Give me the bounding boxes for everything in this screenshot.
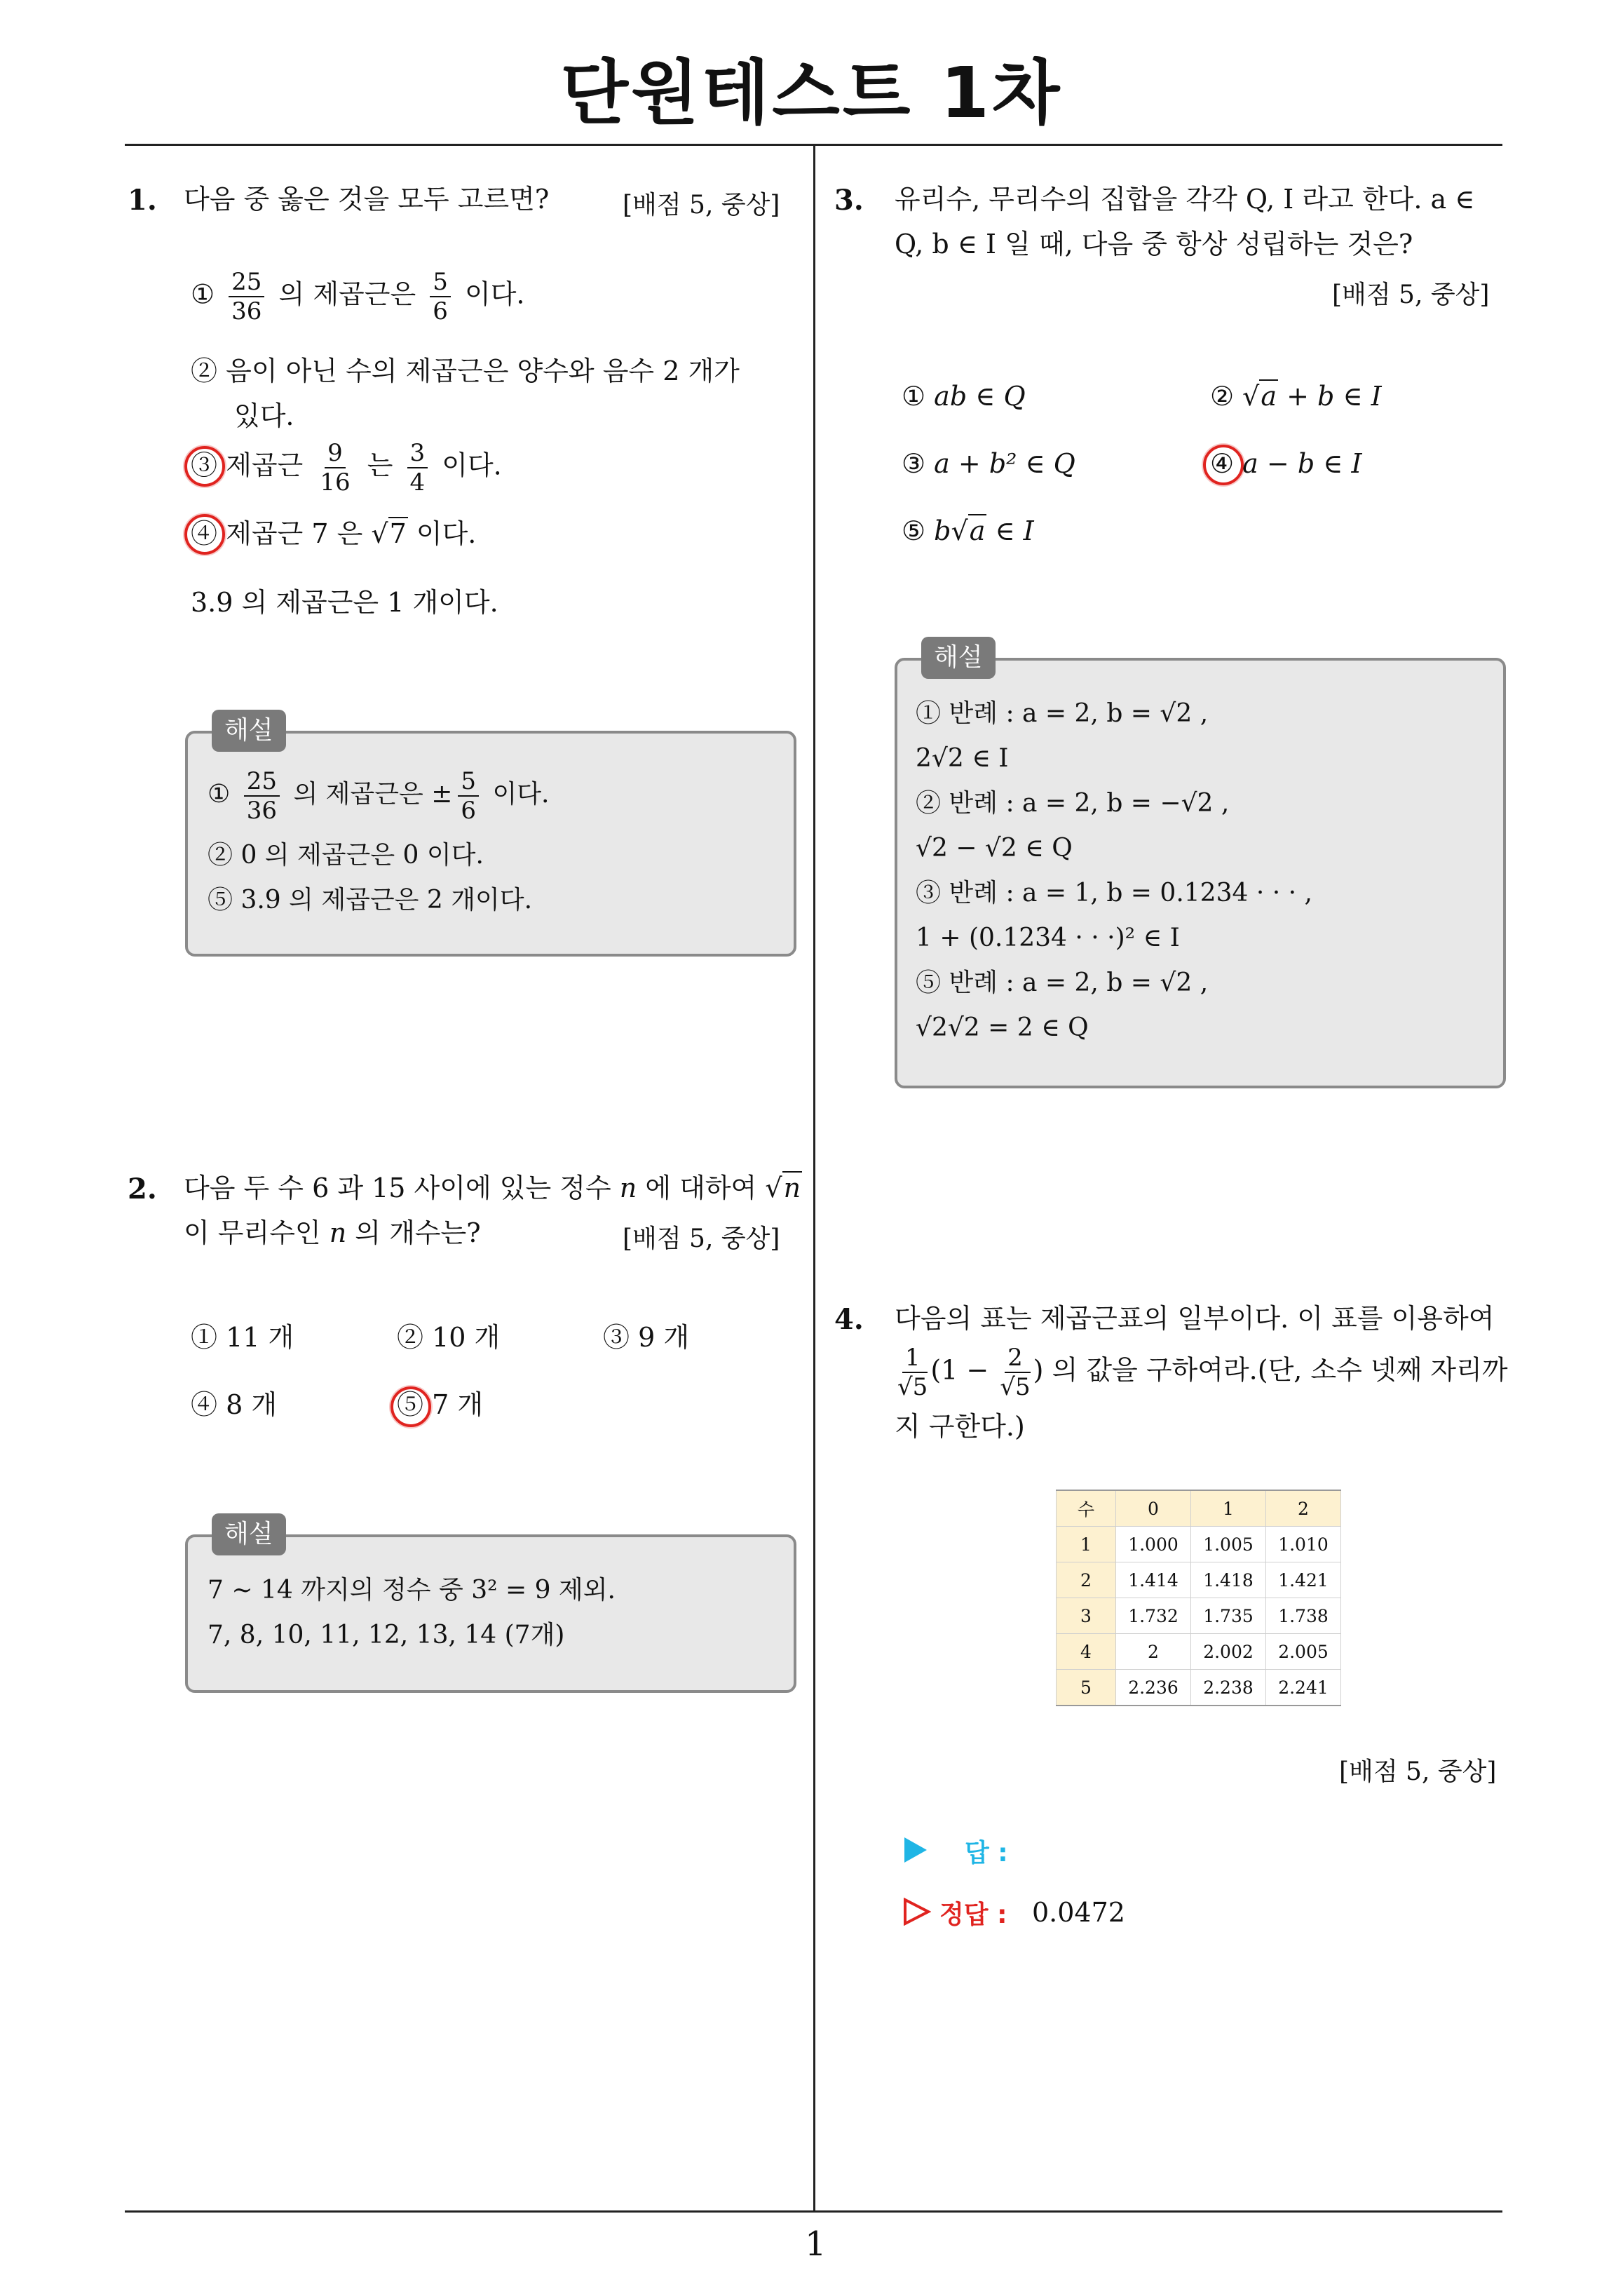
q2-number: 2.	[128, 1173, 157, 1206]
fraction: $\frac{5}{6}$	[458, 767, 479, 825]
correct-answer-value: 0.0472	[1032, 1897, 1125, 1928]
q1-meta: [배점 5, 중상]	[623, 191, 780, 220]
fraction: $\frac{9}{16}$	[320, 439, 351, 497]
q4-number: 4.	[834, 1303, 864, 1336]
q3-explanation-line-6: 1 + (0.1234 · · ·)² ∈ I	[916, 924, 1180, 952]
q2-explanation-line-1: 7 ∼ 14 까지의 정수 중 3² = 9 제외.	[208, 1576, 616, 1605]
fraction: $\frac{25}{36}$	[229, 268, 264, 325]
sqrt-symbol: √7	[371, 518, 407, 549]
q3-explanation-line-5: ③ 반례 : a = 1, b = 0.1234 · · · ,	[916, 879, 1312, 907]
q3-explanation-line-1: ① 반례 : a = 2, b = √2 ,	[916, 699, 1209, 728]
answer-label: 답 :	[965, 1839, 1008, 1868]
q2-explanation-line-2: 7, 8, 10, 11, 12, 13, 14 (7개)	[208, 1621, 565, 1649]
q3-explanation-line-8: √2√2 = 2 ∈ Q	[916, 1013, 1089, 1042]
q1-number: 1.	[128, 184, 157, 217]
q1-explanation-line-2: ② 0 의 제곱근은 0 이다.	[208, 841, 484, 870]
q2-option-1[interactable]: ① 11 개	[191, 1322, 294, 1353]
table-row: 3 1.732 1.735 1.738	[1057, 1598, 1341, 1634]
table-row: 4 2 2.002 2.005	[1057, 1634, 1341, 1670]
table-row: 1 1.000 1.005 1.010	[1057, 1527, 1341, 1562]
bottom-rule	[125, 2210, 1502, 2213]
q4-text-line-3: 지 구한다.)	[895, 1411, 1025, 1442]
q3-option-3[interactable]: ③ a + b² ∈ Q	[902, 448, 1075, 479]
q3-explanation-line-7: ⑤ 반례 : a = 2, b = √2 ,	[916, 968, 1209, 997]
q2-option-2[interactable]: ② 10 개	[397, 1322, 501, 1353]
q1-explanation-label: 해설	[212, 710, 286, 752]
q1-explanation-line-3: ⑤ 3.9 의 제곱근은 2 개이다.	[208, 886, 533, 914]
q4-text-line-1: 다음의 표는 제곱근표의 일부이다. 이 표를 이용하여	[895, 1303, 1495, 1334]
fraction: $\frac{3}{4}$	[407, 439, 428, 497]
q1-explanation-line-1: ① $\frac{25}{36}$ 의 제곱근은 ± $\frac{5}{6}$ 이다.	[208, 767, 550, 825]
page-title: 단원테스트 1차	[560, 52, 1063, 134]
correct-answer-label: 정답 :	[939, 1900, 1007, 1929]
q2-option-3[interactable]: ③ 9 개	[603, 1322, 690, 1353]
q4-text-line-2: $\frac{1}{√5}$ (1 − $\frac{2}{√5}$ ) 의 값을 구하여라.(단, 소수 넷째 자리까	[895, 1344, 1508, 1401]
page-number: 1	[805, 2224, 827, 2264]
q1-option-3[interactable]: ③ 제곱근 $\frac{9}{16}$ 는 $\frac{3}{4}$ 이다.	[191, 439, 502, 497]
q3-explanation-line-2: 2√2 ∈ I	[916, 744, 1009, 773]
table-header-row: 수 0 1 2	[1057, 1490, 1341, 1527]
q3-meta: [배점 5, 중상]	[1332, 281, 1490, 309]
table-row: 2 1.414 1.418 1.421	[1057, 1562, 1341, 1598]
q1-option-5[interactable]: 3.9 의 제곱근은 1 개이다.	[191, 587, 498, 618]
answer-arrow-icon	[904, 1837, 927, 1863]
correct-arrow-icon	[903, 1898, 931, 1926]
fraction: $\frac{5}{6}$	[430, 268, 451, 325]
q1-option-4[interactable]: ④ 제곱근 7 은 √7 이다.	[191, 515, 476, 553]
q3-explanation-line-3: ② 반례 : a = 2, b = −√2 ,	[916, 789, 1230, 818]
q3-option-2[interactable]: ② √a + b ∈ I	[1210, 377, 1382, 415]
q3-explanation-label: 해설	[921, 637, 996, 679]
sqrt-symbol: √a	[1242, 381, 1277, 412]
q3-text-line-2: Q, b ∈ I 일 때, 다음 중 항상 성립하는 것은?	[895, 229, 1413, 259]
column-divider	[813, 144, 815, 2213]
q2-option-5[interactable]: ⑤ 7 개	[397, 1389, 484, 1420]
fraction: $\frac{2}{√5}$	[1000, 1344, 1031, 1401]
q2-option-4[interactable]: ④ 8 개	[191, 1389, 278, 1420]
q3-option-4[interactable]: ④ a − b ∈ I	[1210, 448, 1362, 479]
sqrt-symbol: √a	[951, 515, 986, 546]
q4-meta: [배점 5, 중상]	[1339, 1757, 1497, 1786]
fraction: $\frac{25}{36}$	[244, 767, 280, 825]
q2-meta: [배점 5, 중상]	[623, 1224, 780, 1253]
q2-explanation-label: 해설	[212, 1513, 286, 1555]
square-root-table	[1056, 1490, 1341, 1706]
table-row: 5 2.236 2.238 2.241	[1057, 1670, 1341, 1706]
q3-option-1[interactable]: ① ab ∈ Q	[902, 381, 1026, 412]
q3-option-5[interactable]: ⑤ b√a ∈ I	[902, 512, 1034, 550]
q1-text: 다음 중 옳은 것을 모두 고르면?	[184, 184, 550, 215]
q3-explanation-line-4: √2 − √2 ∈ Q	[916, 834, 1073, 863]
q1-option-2-cont: 있다.	[234, 400, 294, 431]
q3-number: 3.	[834, 184, 864, 217]
q1-option-1-marker: ①	[191, 278, 215, 310]
q1-option-2[interactable]: ② 음이 아닌 수의 제곱근은 양수와 음수 2 개가	[191, 356, 740, 386]
sqrt-symbol: √n	[765, 1173, 801, 1203]
q3-text-line-1: 유리수, 무리수의 집합을 각각 Q, I 라고 한다. a ∈	[895, 184, 1475, 215]
q2-text-line-1: 다음 두 수 6 과 15 사이에 있는 정수 n 에 대하여 √n	[184, 1166, 802, 1210]
fraction: $\frac{1}{√5}$	[897, 1344, 928, 1401]
q1-option-1[interactable]: ① $\frac{25}{36}$ 의 제곱근은 $\frac{5}{6}$ 이다.	[191, 268, 525, 325]
q2-text-line-2: 이 무리수인 n 의 개수는?	[184, 1217, 481, 1248]
